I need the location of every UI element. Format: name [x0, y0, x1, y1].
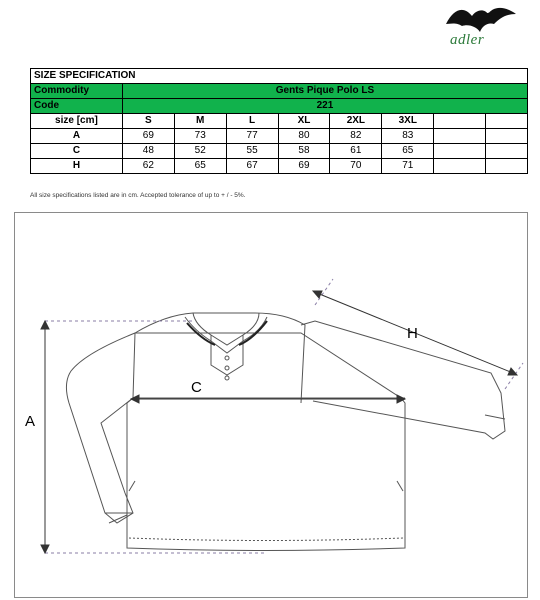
- table-row: [31, 159, 528, 174]
- dimension-label-h: H: [407, 325, 418, 342]
- table-cell: 71: [382, 159, 434, 174]
- size-col-header: M: [174, 114, 226, 129]
- size-col-header: L: [226, 114, 278, 129]
- bird-logo-icon: [442, 2, 522, 36]
- table-cell: 61: [330, 144, 382, 159]
- brand-name: adler: [450, 32, 485, 48]
- table-cell: 82: [330, 129, 382, 144]
- empty-cell: [486, 129, 528, 144]
- size-col-header: XL: [278, 114, 330, 129]
- size-col-header: [434, 114, 486, 129]
- table-cell: 62: [122, 159, 174, 174]
- dimension-label-c: C: [191, 379, 202, 396]
- size-col-header: 3XL: [382, 114, 434, 129]
- table-cell: 55: [226, 144, 278, 159]
- size-spec-table: [30, 68, 528, 174]
- size-header-row: [31, 114, 528, 129]
- empty-cell: [486, 159, 528, 174]
- row-label: H: [31, 159, 123, 174]
- code-label: Code: [31, 99, 123, 114]
- table-cell: 73: [174, 129, 226, 144]
- empty-cell: [486, 144, 528, 159]
- table-cell: [434, 159, 486, 174]
- garment-diagram: [14, 212, 528, 598]
- table-cell: 58: [278, 144, 330, 159]
- size-col-header: 2XL: [330, 114, 382, 129]
- table-title: SIZE SPECIFICATION: [31, 69, 528, 84]
- table-row: [31, 144, 528, 159]
- table-cell: 80: [278, 129, 330, 144]
- dimension-label-a: A: [25, 413, 36, 430]
- table-cell: 70: [330, 159, 382, 174]
- code-value: 221: [122, 99, 527, 114]
- size-header-label: size [cm]: [31, 114, 123, 129]
- row-label: A: [31, 129, 123, 144]
- table-cell: [434, 129, 486, 144]
- table-cell: 67: [226, 159, 278, 174]
- commodity-value: Gents Pique Polo LS: [122, 84, 527, 99]
- commodity-label: Commodity: [31, 84, 123, 99]
- table-cell: 77: [226, 129, 278, 144]
- row-label: C: [31, 144, 123, 159]
- empty-cell: [486, 114, 528, 129]
- polo-shirt-drawing: [15, 213, 527, 597]
- table-cell: 48: [122, 144, 174, 159]
- table-row: [31, 129, 528, 144]
- tolerance-note: All size specifications listed are in cm. Accepted tolerance of up to + / - 5%.: [30, 192, 246, 199]
- table-cell: 52: [174, 144, 226, 159]
- table-cell: 83: [382, 129, 434, 144]
- table-cell: 69: [278, 159, 330, 174]
- size-col-header: S: [122, 114, 174, 129]
- table-cell: 69: [122, 129, 174, 144]
- table-cell: 65: [174, 159, 226, 174]
- table-cell: [434, 144, 486, 159]
- table-cell: 65: [382, 144, 434, 159]
